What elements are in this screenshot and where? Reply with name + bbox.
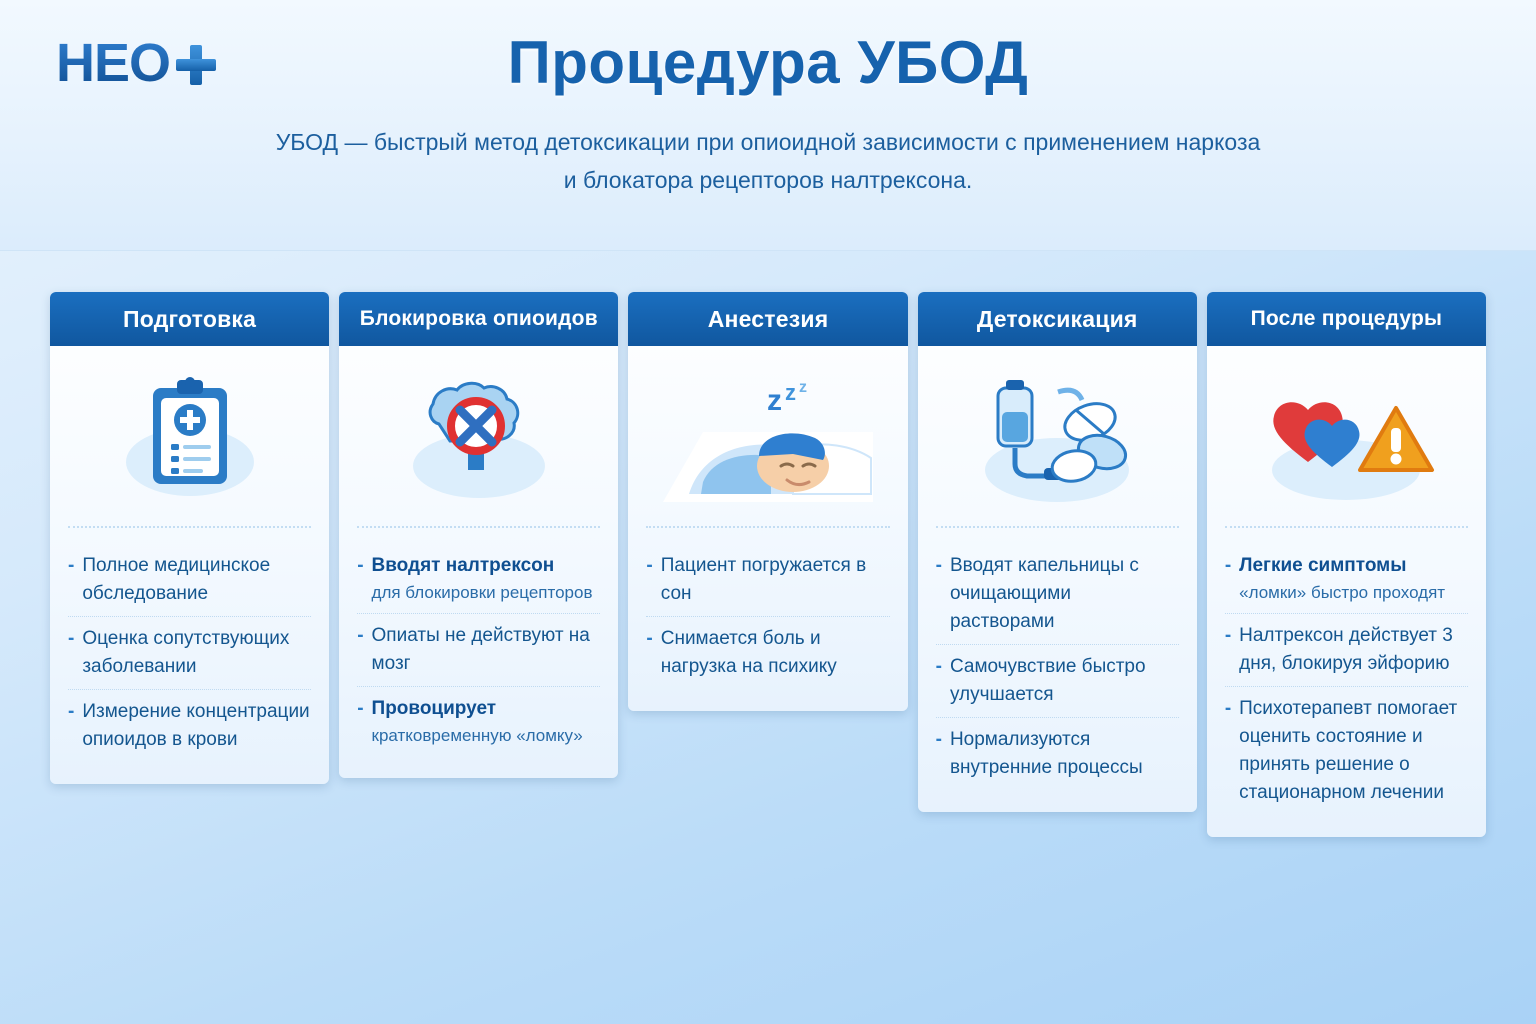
bullet-dash-icon: - xyxy=(1224,625,1232,646)
brain-blocked-icon xyxy=(339,346,618,528)
bullet-dash-icon: - xyxy=(357,625,364,646)
bullet-dash-icon: - xyxy=(935,555,942,576)
brand-name: HEO xyxy=(56,33,171,93)
plus-icon xyxy=(176,45,216,85)
bullet-dash-icon: - xyxy=(1224,555,1232,576)
list-item xyxy=(68,616,311,689)
list-item xyxy=(936,544,1179,644)
list-item xyxy=(936,644,1179,717)
list-item-text: Пациент погружается в сон xyxy=(660,555,867,604)
step-card-body xyxy=(339,528,618,778)
bullet-dash-icon: - xyxy=(68,555,75,576)
page-title: Процедура УБОД xyxy=(507,29,1029,96)
subtitle-line-2: и блокатора рецепторов налтрексона. xyxy=(563,167,973,193)
page-subtitle xyxy=(158,123,1378,199)
list-item xyxy=(357,613,600,686)
list-item-strong: Провоцирует xyxy=(371,698,497,719)
svg-text:z: z xyxy=(785,380,796,405)
list-item-text: Оценка сопутствующих заболевании xyxy=(82,628,290,677)
step-card-title: После процедуры xyxy=(1207,292,1486,346)
list-item-text: Вводят капельницы с очищающими растворами xyxy=(949,555,1139,632)
step-card-preparation xyxy=(50,292,329,784)
list-item-strong: Вводят налтрексон xyxy=(371,555,555,576)
list-item xyxy=(1225,613,1468,686)
list-item-text: Психотерапевт помогает оценить состояние и принять решение о стационарном лечении xyxy=(1239,698,1458,803)
step-card-detox xyxy=(918,292,1197,812)
step-card-opioid-block xyxy=(339,292,618,778)
list-item xyxy=(357,686,600,756)
step-card-title: Детоксикация xyxy=(918,292,1197,346)
svg-text:z: z xyxy=(767,384,782,417)
list-item-text: Снимается боль и нагрузка на психику xyxy=(660,628,837,677)
list-item-text: Самочувствие быстро улучшается xyxy=(949,656,1146,705)
list-item-sub: «ломки» быстро проходят xyxy=(1239,583,1446,602)
page-header xyxy=(0,0,1536,251)
bullet-dash-icon: - xyxy=(935,729,942,750)
step-card-anesthesia xyxy=(628,292,907,711)
bullet-dash-icon: - xyxy=(935,656,942,677)
step-card-body xyxy=(1207,528,1486,837)
list-item-text: Полное медицинское обследование xyxy=(82,555,271,604)
list-item-text: Налтрексон действует 3 дня, блокируя эйфорию xyxy=(1239,625,1453,674)
list-item-sub: для блокировки рецепторов xyxy=(371,583,593,602)
step-card-body xyxy=(918,528,1197,812)
list-item-text xyxy=(1239,552,1445,605)
svg-text:z: z xyxy=(799,379,807,396)
list-item-text xyxy=(372,552,593,605)
steps-row xyxy=(50,292,1486,837)
sleeping-patient-icon xyxy=(628,346,907,528)
step-card-title: Подготовка xyxy=(50,292,329,346)
subtitle-line-1: УБОД — быстрый метод детоксикации при опиоидной зависимости с применением наркоза xyxy=(275,129,1261,155)
bullet-dash-icon: - xyxy=(646,555,653,576)
bullet-dash-icon: - xyxy=(646,628,653,649)
bullet-dash-icon: - xyxy=(357,555,364,576)
list-item-sub: кратковременную «ломку» xyxy=(371,726,583,745)
list-item xyxy=(1225,544,1468,613)
clipboard-medical-icon xyxy=(50,346,329,528)
list-item xyxy=(936,717,1179,790)
heart-warning-icon xyxy=(1207,346,1486,528)
step-card-aftercare xyxy=(1207,292,1486,837)
bullet-dash-icon: - xyxy=(68,701,75,722)
step-card-title: Блокировка опиоидов xyxy=(339,292,618,346)
bullet-dash-icon: - xyxy=(68,628,75,649)
list-item xyxy=(1225,686,1468,815)
bullet-dash-icon: - xyxy=(1224,698,1232,719)
list-item-strong: Легкие симптомы xyxy=(1239,555,1407,576)
step-card-title: Анестезия xyxy=(628,292,907,346)
step-card-body xyxy=(50,528,329,784)
bullet-dash-icon: - xyxy=(357,698,364,719)
list-item-text: Опиаты не действуют на мозг xyxy=(371,625,590,674)
list-item xyxy=(68,544,311,616)
step-card-body xyxy=(628,528,907,711)
list-item xyxy=(68,689,311,762)
list-item xyxy=(646,616,889,689)
brand-logo xyxy=(56,33,216,93)
list-item-text xyxy=(372,695,583,748)
list-item-text: Измерение концентрации опиоидов в крови xyxy=(82,701,310,750)
list-item xyxy=(357,544,600,613)
iv-drip-pills-icon xyxy=(918,346,1197,528)
list-item-text: Нормализуются внутренние процессы xyxy=(949,729,1143,778)
list-item xyxy=(646,544,889,616)
